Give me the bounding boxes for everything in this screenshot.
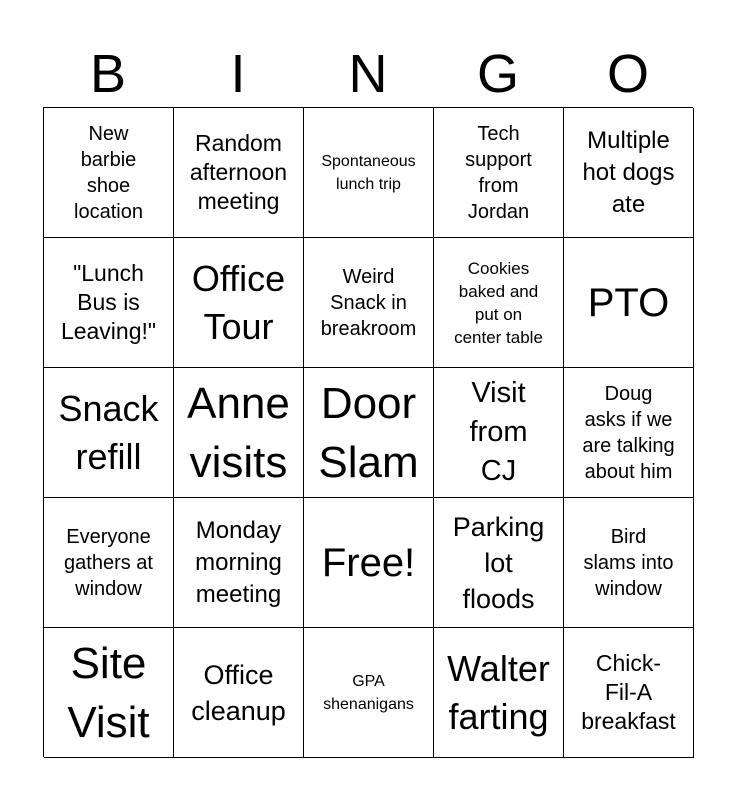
bingo-cell-text: Walter farting (447, 647, 550, 737)
bingo-cell-r4-c3[interactable] (304, 498, 434, 628)
bingo-cell-r3-c1[interactable] (44, 368, 174, 498)
bingo-cell-text: Random afternoon meeting (189, 130, 288, 214)
bingo-cell-r1-c4[interactable] (434, 108, 564, 238)
bingo-cell-text: Multiple hot dogs ate (582, 126, 675, 218)
bingo-cell-text: Free! (321, 540, 416, 585)
bingo-cell-r2-c5[interactable] (564, 238, 694, 368)
bingo-cell-text: Tech support from Jordan (465, 122, 532, 223)
bingo-cell-text: Door Slam (318, 378, 419, 487)
bingo-cell-r3-c2[interactable] (174, 368, 304, 498)
bingo-cell-text: Office Tour (191, 257, 286, 347)
bingo-cell-r5-c3[interactable] (304, 628, 434, 758)
bingo-cell-text: Anne visits (187, 378, 290, 487)
bingo-cell-r3-c4[interactable] (434, 368, 564, 498)
bingo-cell-text: Site Visit (67, 638, 150, 747)
bingo-cell-r1-c3[interactable] (304, 108, 434, 238)
bingo-cell-text: Doug asks if we are talking about him (582, 382, 675, 483)
header-letter-i: I (230, 44, 246, 104)
bingo-cell-r1-c1[interactable] (44, 108, 174, 238)
bingo-cell-text: Cookies baked and put on center table (454, 258, 543, 347)
bingo-cell-text: Visit from CJ (469, 377, 528, 487)
bingo-cell-r5-c4[interactable] (434, 628, 564, 758)
bingo-cell-r2-c4[interactable] (434, 238, 564, 368)
header-letter-n: N (348, 44, 388, 104)
bingo-cell-r4-c2[interactable] (174, 498, 304, 628)
bingo-cell-r4-c5[interactable] (564, 498, 694, 628)
bingo-cell-text: Everyone gathers at window (64, 525, 153, 600)
bingo-cell-text: PTO (587, 280, 670, 325)
bingo-cell-text: Office cleanup (191, 659, 286, 726)
bingo-cell-text: Chick- Fil-A breakfast (581, 650, 676, 734)
bingo-cell-r1-c2[interactable] (174, 108, 304, 238)
bingo-cell-r3-c5[interactable] (564, 368, 694, 498)
bingo-cell-text: Spontaneous lunch trip (321, 152, 416, 193)
bingo-cell-text: Snack refill (58, 387, 159, 477)
bingo-cell-r4-c4[interactable] (434, 498, 564, 628)
bingo-cell-text: Bird slams into window (583, 525, 674, 600)
bingo-cell-r5-c5[interactable] (564, 628, 694, 758)
bingo-cell-r5-c2[interactable] (174, 628, 304, 758)
bingo-cell-r5-c1[interactable] (44, 628, 174, 758)
bingo-cell-r1-c5[interactable] (564, 108, 694, 238)
bingo-cell-text: Parking lot floods (452, 511, 545, 614)
bingo-cell-r2-c3[interactable] (304, 238, 434, 368)
bingo-card-grid (43, 107, 693, 757)
header-letter-g: G (476, 44, 519, 104)
bingo-cell-text: "Lunch Bus is Leaving!" (60, 260, 157, 344)
bingo-header (43, 40, 693, 108)
bingo-cell-text: New barbie shoe location (74, 122, 143, 223)
header-letter-o: O (606, 44, 649, 104)
bingo-cell-text: GPA shenanigans (323, 672, 414, 713)
bingo-cell-r2-c2[interactable] (174, 238, 304, 368)
bingo-cell-r4-c1[interactable] (44, 498, 174, 628)
bingo-cell-r2-c1[interactable] (44, 238, 174, 368)
header-letter-b: B (89, 44, 127, 104)
bingo-cell-r3-c3[interactable] (304, 368, 434, 498)
bingo-cell-text: Monday morning meeting (195, 516, 282, 608)
bingo-cell-text: Weird Snack in breakroom (320, 265, 417, 340)
